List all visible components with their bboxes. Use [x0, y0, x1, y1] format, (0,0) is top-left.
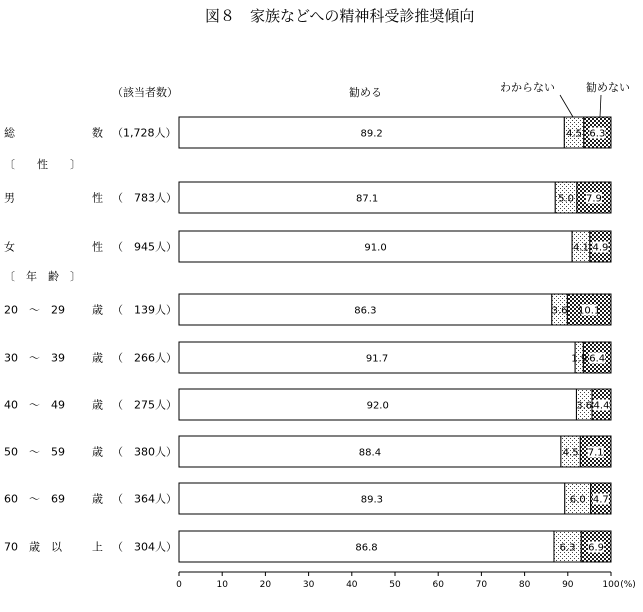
- data-label-not-recommend: 6.3: [589, 128, 606, 140]
- row-label: 40 ～ 49: [4, 398, 65, 412]
- legend-label-unknown: わからない: [500, 81, 555, 94]
- data-label-recommend: 89.3: [360, 494, 384, 506]
- data-label-unknown: 6.3: [559, 542, 576, 554]
- x-tick-label: 70: [475, 580, 488, 590]
- row-count: （ 783人）: [112, 191, 177, 205]
- row-label: 総: [4, 126, 15, 140]
- x-tick-label: 60: [432, 580, 444, 590]
- row-count: （1,728人）: [112, 126, 177, 140]
- x-tick-label: 10: [216, 580, 228, 590]
- row-count: （ 275人）: [112, 398, 177, 412]
- x-tick-label: 40: [346, 580, 358, 590]
- data-label-recommend: 86.3: [354, 305, 377, 317]
- row-label-suffix: 歳: [92, 398, 103, 412]
- x-tick-label: 20: [259, 580, 272, 590]
- row-label-suffix: 歳: [92, 445, 103, 459]
- x-axis-unit: (%): [620, 580, 636, 590]
- x-tick-label: 100: [602, 580, 620, 590]
- data-label-not-recommend: 4.7: [592, 494, 609, 506]
- data-label-unknown: 5.0: [558, 193, 575, 205]
- data-label-unknown: 6.0: [569, 494, 586, 506]
- data-label-recommend: 87.1: [356, 193, 379, 205]
- data-label-not-recommend: 4.4: [593, 400, 610, 412]
- data-label-not-recommend: 7.1: [587, 447, 604, 459]
- data-label-not-recommend: 10.1: [578, 305, 601, 317]
- data-label-recommend: 88.4: [358, 447, 382, 459]
- chart-title: 図８ 家族などへの精神科受診推奨傾向: [205, 7, 475, 25]
- row-count: （ 945人）: [112, 240, 177, 254]
- row-label-suffix: 上: [92, 540, 103, 554]
- legend-label-recommend: 勧める: [349, 86, 382, 99]
- x-tick-label: 30: [302, 580, 315, 590]
- data-label-recommend: 86.8: [355, 542, 378, 554]
- row-label: 30 ～ 39: [4, 351, 65, 365]
- data-label-recommend: 91.0: [364, 242, 387, 254]
- legend-leader-unknown: [560, 95, 573, 117]
- row-label: 50 ～ 59: [4, 445, 65, 459]
- x-axis: [176, 572, 636, 590]
- row-label: 男: [4, 191, 15, 205]
- data-label-not-recommend: 6.9: [588, 542, 605, 554]
- row-label-suffix: 歳: [92, 351, 103, 365]
- row-label: 20 ～ 29: [4, 303, 65, 317]
- row-count: （ 380人）: [112, 445, 177, 459]
- row-count: （ 304人）: [112, 540, 177, 554]
- row-label: 女: [4, 240, 15, 254]
- data-label-unknown: 1.9: [571, 353, 588, 365]
- legend-label-not-recommend: 勧めない: [586, 81, 630, 94]
- data-label-unknown: 4.5: [566, 128, 583, 140]
- data-label-unknown: 4.1: [573, 242, 589, 254]
- x-tick-label: 90: [562, 580, 574, 590]
- data-label-recommend: 91.7: [365, 353, 389, 365]
- legend-leader-not-recommend: [600, 95, 601, 117]
- x-tick-label: 50: [389, 580, 401, 590]
- row-label-suffix: 性: [92, 240, 103, 254]
- row-label-suffix: 性: [92, 191, 103, 205]
- row-label: 70 歳 以: [4, 540, 62, 554]
- data-label-not-recommend: 7.9: [585, 193, 602, 205]
- row-label-suffix: 歳: [92, 303, 103, 317]
- row-label: 60 ～ 69: [4, 492, 65, 506]
- bar-rows: [4, 117, 611, 562]
- row-count: （ 139人）: [112, 303, 177, 317]
- data-label-unknown: 3.6: [551, 305, 568, 317]
- data-label-recommend: 92.0: [366, 400, 389, 412]
- data-label-unknown: 4.5: [562, 447, 579, 459]
- count-header: （該当者数）: [112, 86, 178, 99]
- row-label-suffix: 数: [92, 126, 103, 140]
- data-label-unknown: 3.6: [576, 400, 593, 412]
- data-label-not-recommend: 6.4: [589, 353, 606, 365]
- row-count: （ 266人）: [112, 351, 177, 365]
- group-header: 〔 年 齢 〕: [4, 270, 81, 283]
- x-tick-label: 80: [518, 580, 531, 590]
- group-header: 〔 性 〕: [4, 158, 81, 171]
- data-label-not-recommend: 4.9: [592, 242, 609, 254]
- row-label-suffix: 歳: [92, 492, 103, 506]
- x-tick-label: 0: [176, 580, 182, 590]
- row-count: （ 364人）: [112, 492, 177, 506]
- data-label-recommend: 89.2: [360, 128, 383, 140]
